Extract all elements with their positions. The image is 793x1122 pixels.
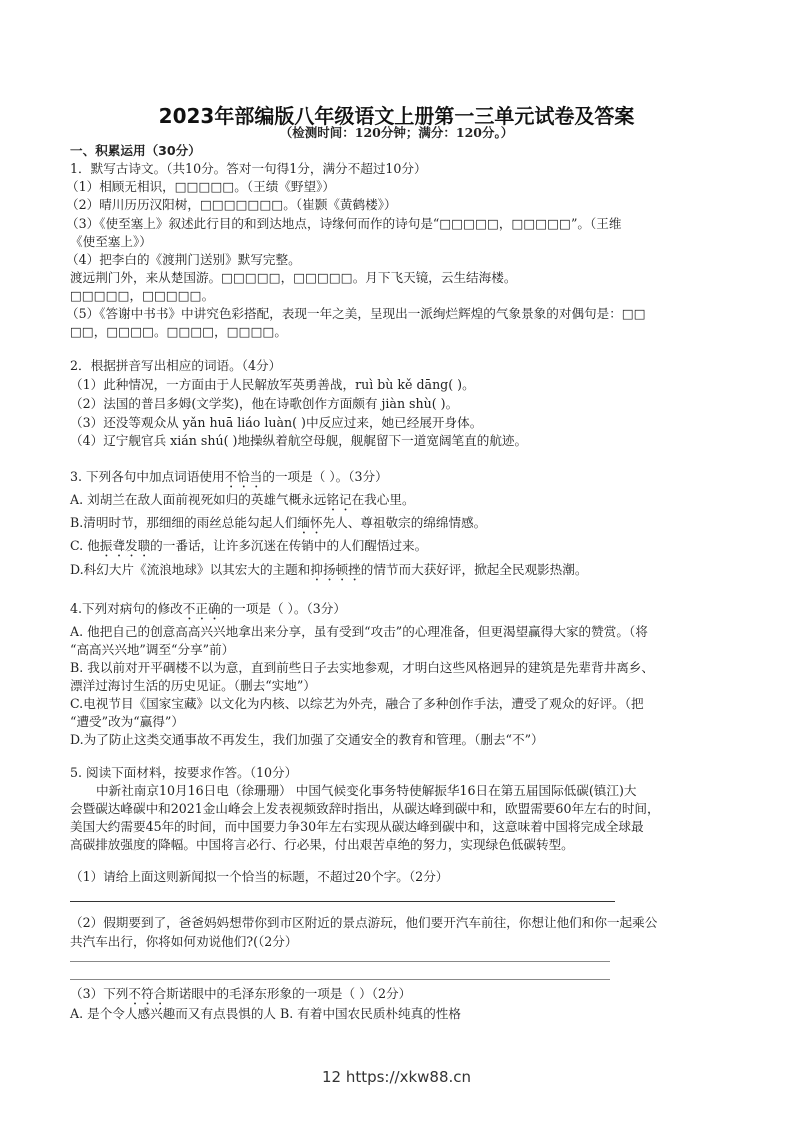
q1-5 [66,306,646,322]
text: 的情节而大获好评，掀起全民观影热潮。 [360,562,588,577]
emphasized-text: 抑扬顿挫 [310,562,361,577]
q2-1 [70,377,475,393]
document-subtitle: （检测时间：120分钟；满分：120分。） [279,125,514,140]
text: （4）把李白的《渡荆门送别》默写完整。 [66,252,301,267]
text: （2）假期要到了，爸爸妈妈想带你到市区附近的景点游玩，他们要开汽车前往，你想让他们和你一起乘公 [70,915,658,930]
q5-stem [70,765,297,781]
text: A. 刘胡兰在敌人面前视死如归的英雄气概永远 [70,492,327,507]
text: 的一番话，让许多沉迷在传销中的人们醒悟过来。 [150,538,428,553]
text: “遭受”改为“赢得”） [70,714,184,729]
document-title: 2023年部编版八年级语文上册第一三单元试卷及答案 [158,104,635,128]
text: （3）《使至塞上》叙述此行目的和到达地点，诗缘何而作的诗句是“□□□□□，□□□□□”。（王维 [66,216,622,231]
q4-option-c [70,696,644,712]
text: 《使至塞上》） [70,234,152,249]
text: □□□□□，□□□□□。 [70,288,215,303]
q3-option-d [70,562,587,584]
q1-2 [66,197,397,213]
q5-2 [70,915,657,931]
q1-stem [70,161,427,177]
text: 高碳排放强度的降幅。中国将言必行、行必果，付出艰苦卓绝的努力，实现绿色低碳转型。 [70,837,574,852]
q5-1 [70,869,448,885]
emphasized-text: 不恰当 [224,469,263,484]
text: 一、积累运用（30分） [70,143,201,158]
q3-option-a [70,492,415,514]
q4-option-b-cont [70,678,316,694]
text: 渡远荆门外，来从楚国游。□□□□□，□□□□□。月下飞天镜，云生结海楼。 [70,270,517,285]
text: 4.下列对病句的修改 [70,601,183,616]
emphasized-text: 振聋发聩 [99,538,151,553]
emphasized-text: 不正确 [182,601,221,616]
q5-passage-2 [70,801,660,817]
text: 共汽车出行，你将如何劝说他们?(（2分） [70,934,298,949]
emphasized-text: 铭记 [326,492,352,507]
section-1-heading [70,143,201,159]
q5-passage-1 [96,783,636,799]
text: C. 他 [70,538,100,553]
q1-3 [66,216,621,232]
q2-3 [70,415,482,431]
text: A. 是个令人感兴趣而又有点畏惧的人 B. 有着中国农民质朴纯真的性格 [70,1006,461,1021]
text: （3）下列 [70,986,129,1001]
q4-stem [70,601,346,623]
text: “高高兴兴地”调至“分享”前） [70,642,235,657]
text: （1）请给上面这则新闻拟一个恰当的标题，不超过20个字。（2分） [70,869,449,884]
text: （2）晴川历历汉阳树，□□□□□□□。（崔颢《黄鹤楼》） [66,197,397,212]
text: B.清明时节，那细细的雨丝总能勾起人们 [70,515,298,530]
q1-4 [66,252,301,268]
q1-3-cont [70,234,152,250]
text: 会暨碳达峰碳中和2021金山峰会上发表视频致辞时指出，从碳达峰到碳中和，欧盟需要60年左右的时间， [70,801,660,816]
emphasized-text: 不符合 [128,986,167,1001]
q4-option-a-cont [70,642,234,658]
text: 2．根据拼音写出相应的词语。（4分） [70,358,282,373]
text: 1．默写古诗文。（共10分。答对一句得1分，满分不超过10分） [70,161,427,176]
q4-option-b [70,660,654,676]
text: B. 我以前对开平碉楼不以为意，直到前些日子去实地参观，才明白这些风格迥异的建筑是先辈背井离乡、 [70,660,654,675]
q1-1 [66,179,335,195]
q3-option-c [70,538,427,560]
text: 3. 下列各句中加点词语使用 [70,469,225,484]
q3-stem [70,469,388,491]
text: C.电视节目《国家宝藏》以文化为内核、以综艺为外壳，融合了多种创作手法，遭受了观众的好评。（把 [70,696,644,711]
q1-4-poem-1 [70,270,516,286]
text: 漂洋过海讨生活的历史见证。（删去“实地”） [70,678,316,693]
q1-4-poem-2 [70,288,214,304]
text: （2）法国的普吕多姆(文学奖)，他在诗歌创作方面颇有 jiàn shù( )。 [70,396,459,411]
emphasized-text: 缅怀 [297,515,323,530]
text: （4）辽宁舰官兵 xián shú( )地操纵着航空母舰，舰艉留下一道宽阔笔直的航迹。 [70,433,528,448]
text: 斯诺眼中的毛泽东形象的一项是（ ）（2分） [166,986,412,1001]
q4-option-d [70,732,544,748]
q5-3 [70,986,411,1008]
q2-stem [70,358,281,374]
text: D.为了防止这类交通事故不再发生，我们加强了交通安全的教育和管理。（删去“不”） [70,732,544,747]
text: 的一项是（ ）。（3分） [262,469,388,484]
q5-3-options [70,1006,461,1022]
text: 美国大约需要45年的时间，而中国要力争30年左右实现从碳达峰到碳中和，这意味着中国将完成全球最 [70,819,644,834]
answer-line [70,979,610,980]
q3-option-b [70,515,486,537]
text: 在我心里。 [351,492,415,507]
text: A. 他把自己的创意高高兴兴地拿出来分享，虽有受到“攻击”的心理准备，但更渴望赢得大家的赞赏。（将 [70,624,648,639]
answer-line [70,961,610,962]
text: （1）相顾无相识，□□□□□。（王绩《野望》） [66,179,336,194]
q5-2-cont [70,934,297,950]
text: □□，□□□□。□□□□，□□□□。 [70,324,287,339]
q4-option-c-cont [70,714,184,730]
text: （3）还没等观众从 yǎn huā liáo luàn( )中反应过来，她已经展开身体。 [70,415,483,430]
text: D.科幻大片《流浪地球》以其宏大的主题和 [70,562,311,577]
text: （5）《答谢中书书》中讲究色彩搭配，表现一年之美，呈现出一派绚烂辉煌的气象景象的对偶句是：□□ [66,306,646,321]
text: 中新社南京10月16日电（徐珊珊） 中国气候变化事务特使解振华16日在第五届国际低碳(镇江)大 [96,783,637,798]
answer-line [70,901,615,902]
text: 先人、尊祖敬宗的绵绵情感。 [322,515,487,530]
q4-option-a [70,624,648,640]
q5-passage-3 [70,819,644,835]
text: 5. 阅读下面材料，按要求作答。（10分） [70,765,298,780]
q2-2 [70,396,458,412]
q5-passage-4 [70,837,574,853]
q1-5-cont [70,324,287,340]
text: 的一项是（ ）。（3分） [220,601,346,616]
page-footer: 12 https://xkw88.cn [321,1068,472,1086]
text: （1）此种情况，一方面由于人民解放军英勇善战，ruì bù kě dāng( )。 [70,377,475,392]
q2-4 [70,433,527,449]
